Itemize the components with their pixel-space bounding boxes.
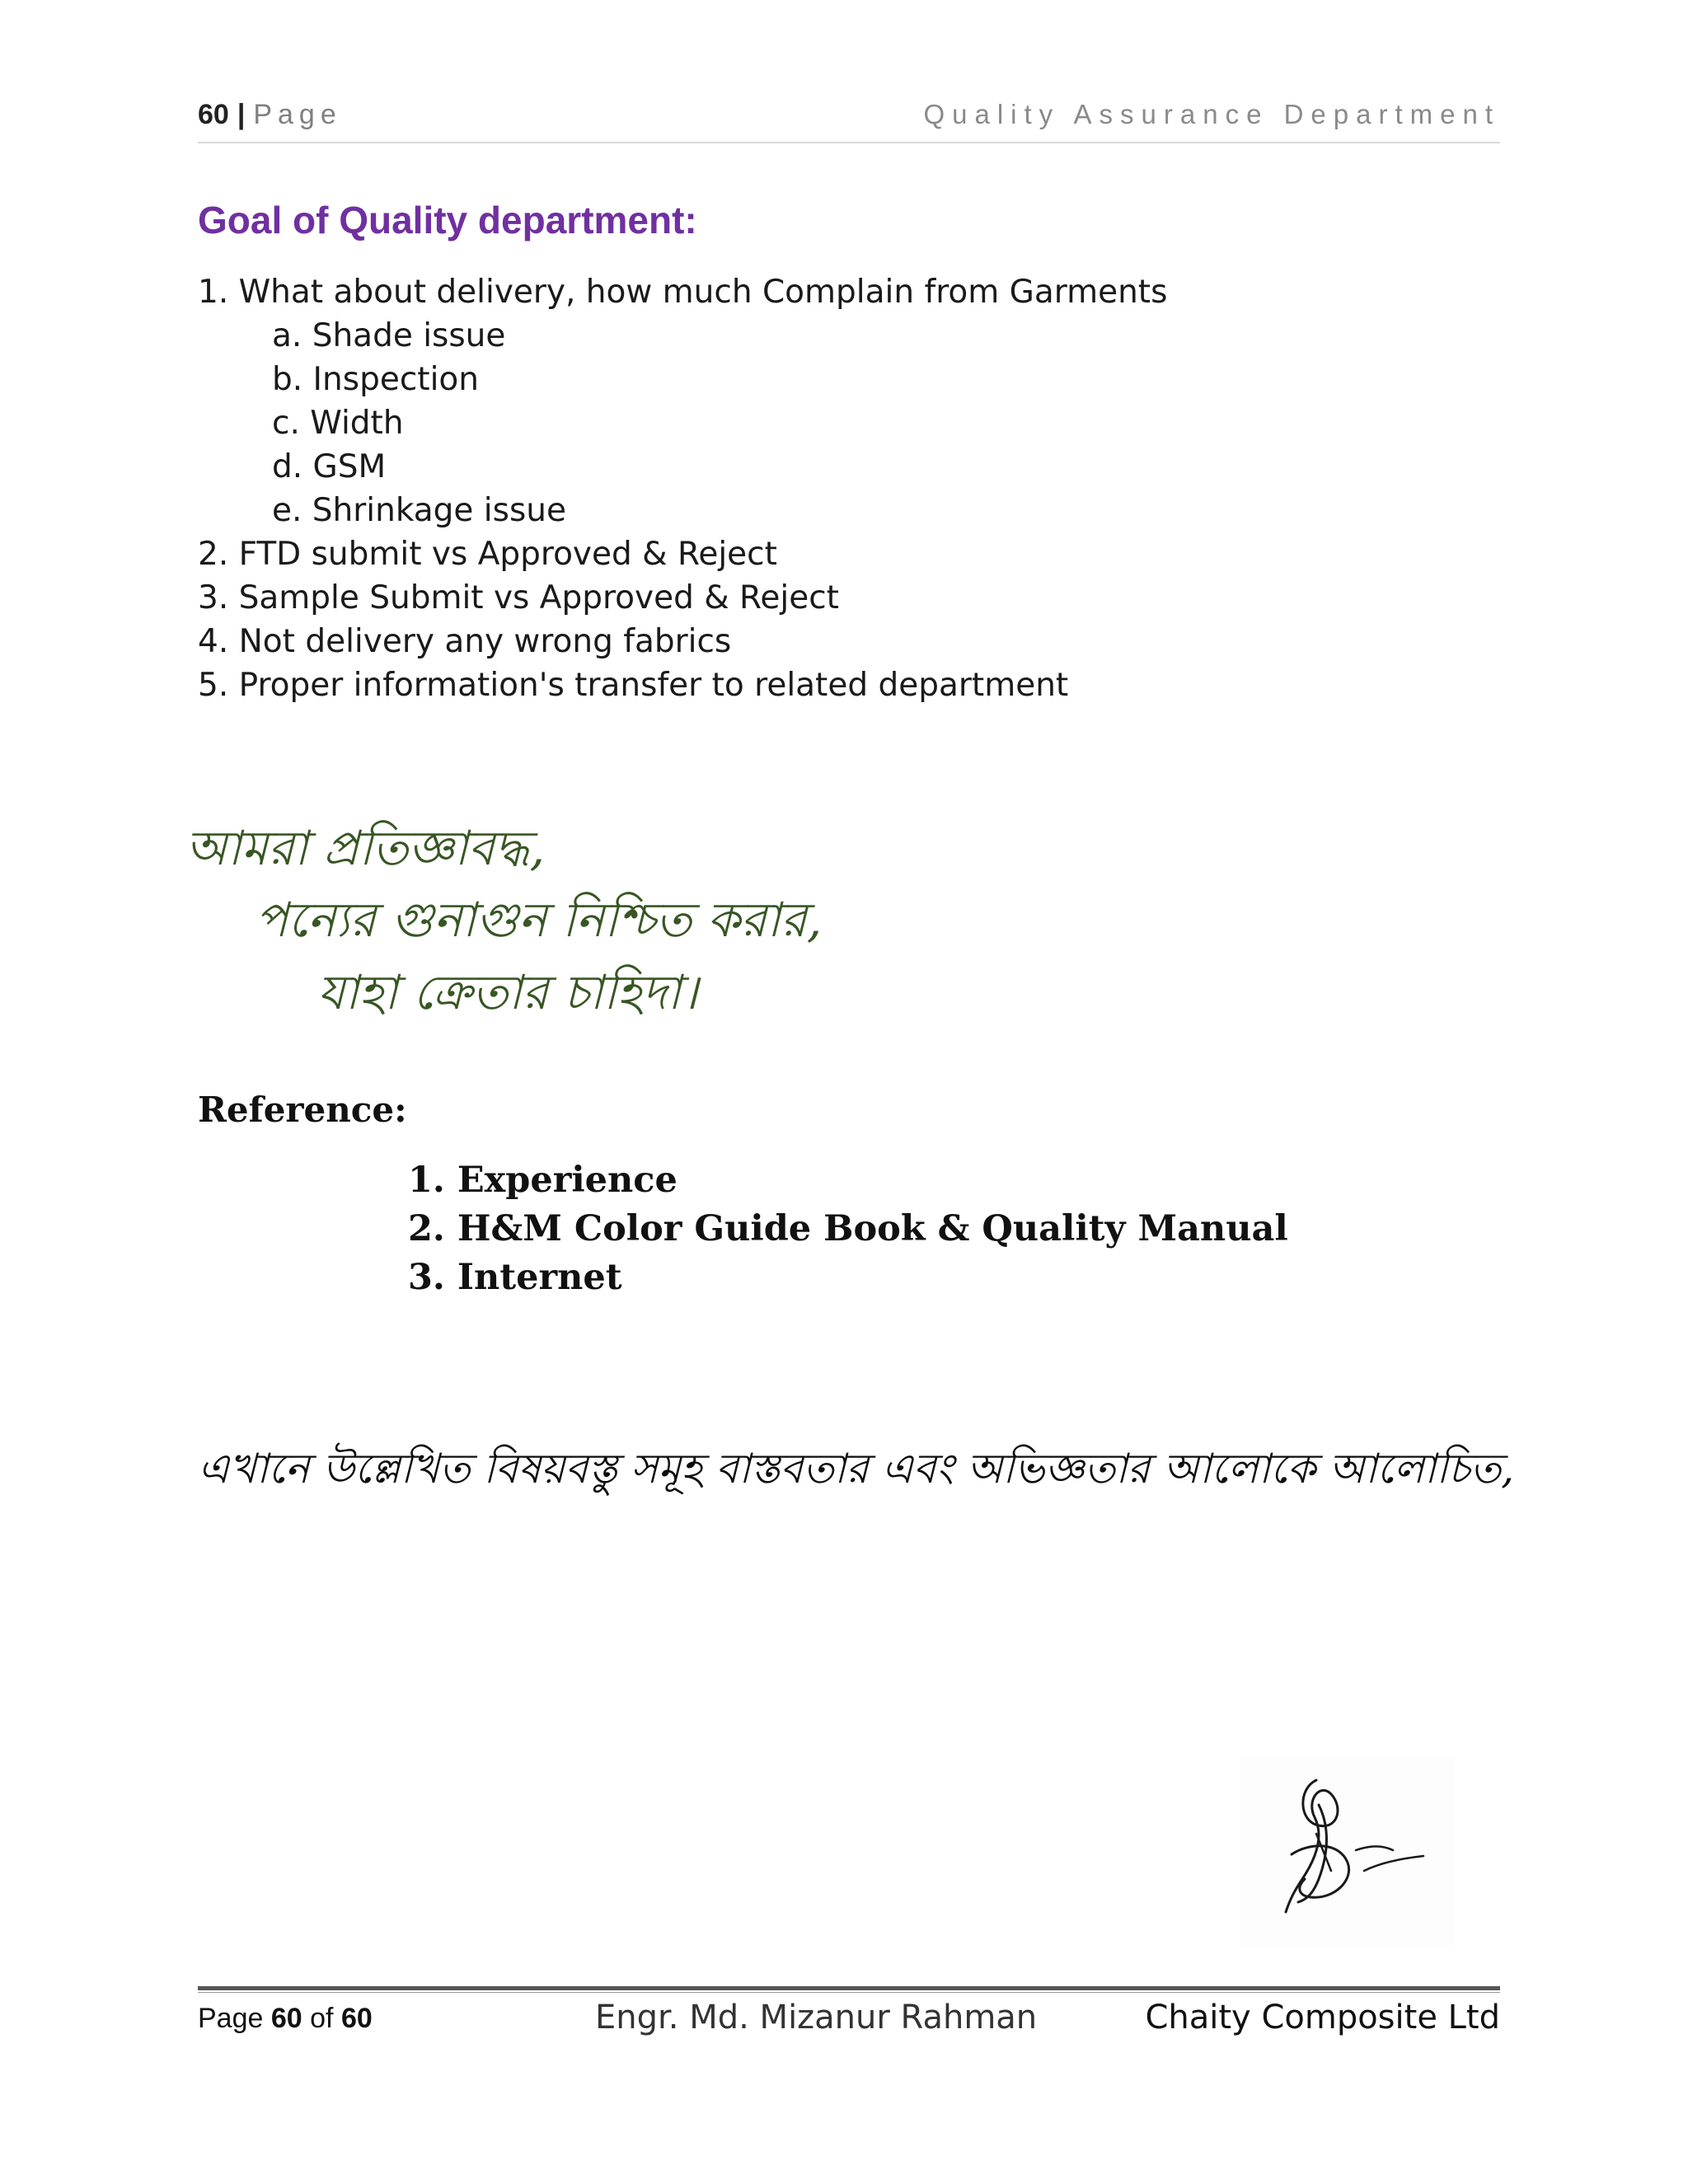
header-page-number: 60 — [198, 99, 229, 130]
page-header — [198, 99, 1500, 143]
goal-item: 2. FTD submit vs Approved & Reject — [198, 536, 777, 573]
section-title: Goal of Quality department: — [198, 199, 697, 241]
signature-image — [1240, 1755, 1455, 1945]
footer-page-count — [198, 2003, 373, 2035]
goals-list — [198, 270, 1167, 707]
bengali-note: এখানে উল্লেখিত বিষয়বস্তু সমূহ বাস্তবতার এবং অভিজ্ঞতার আলোকে আলোচিত, — [198, 1445, 1515, 1493]
footer-rule-thin — [198, 1992, 1500, 1993]
goal-item: 4. Not delivery any wrong fabrics — [198, 623, 732, 660]
footer-page-total: 60 — [340, 2003, 373, 2034]
reference-item: 3. Internet — [408, 1257, 622, 1298]
header-page-word: Page — [253, 99, 342, 130]
header-separator: | — [237, 99, 246, 130]
reference-title: Reference: — [198, 1090, 407, 1130]
footer-page-current: 60 — [270, 2003, 302, 2034]
goal-subitem: c. Width — [272, 405, 404, 442]
footer-page-of: of — [310, 2003, 334, 2034]
goal-subitem: d. GSM — [272, 448, 387, 485]
footer-author: Engr. Md. Mizanur Rahman — [595, 1999, 1038, 2036]
goal-subitem: a. Shade issue — [272, 317, 506, 354]
goal-item: 5. Proper information's transfer to related department — [198, 667, 1069, 704]
motto-line-3: যাহা ক্রেতার চাহিদা। — [317, 964, 698, 1020]
goal-subitem: e. Shrinkage issue — [272, 492, 566, 529]
header-department: Quality Assurance Department — [923, 99, 1500, 129]
footer-company: Chaity Composite Ltd — [1145, 1999, 1500, 2036]
reference-list — [408, 1156, 1288, 1302]
footer-rule — [198, 1986, 1500, 1990]
reference-item: 2. H&M Color Guide Book & Quality Manual — [408, 1208, 1288, 1249]
header-page-label — [198, 99, 342, 131]
motto-line-2: পন্যের গুনাগুন নিশ্চিত করার, — [256, 892, 823, 948]
goal-subitem: b. Inspection — [272, 361, 479, 398]
reference-item: 1. Experience — [408, 1160, 678, 1201]
goal-item: 3. Sample Submit vs Approved & Reject — [198, 579, 839, 616]
goal-item: 1. What about delivery, how much Complain from Garments — [198, 274, 1168, 311]
motto-line-1: আমরা প্রতিজ্ঞাবদ্ধ, — [185, 820, 546, 876]
footer-page-prefix: Page — [198, 2003, 264, 2034]
